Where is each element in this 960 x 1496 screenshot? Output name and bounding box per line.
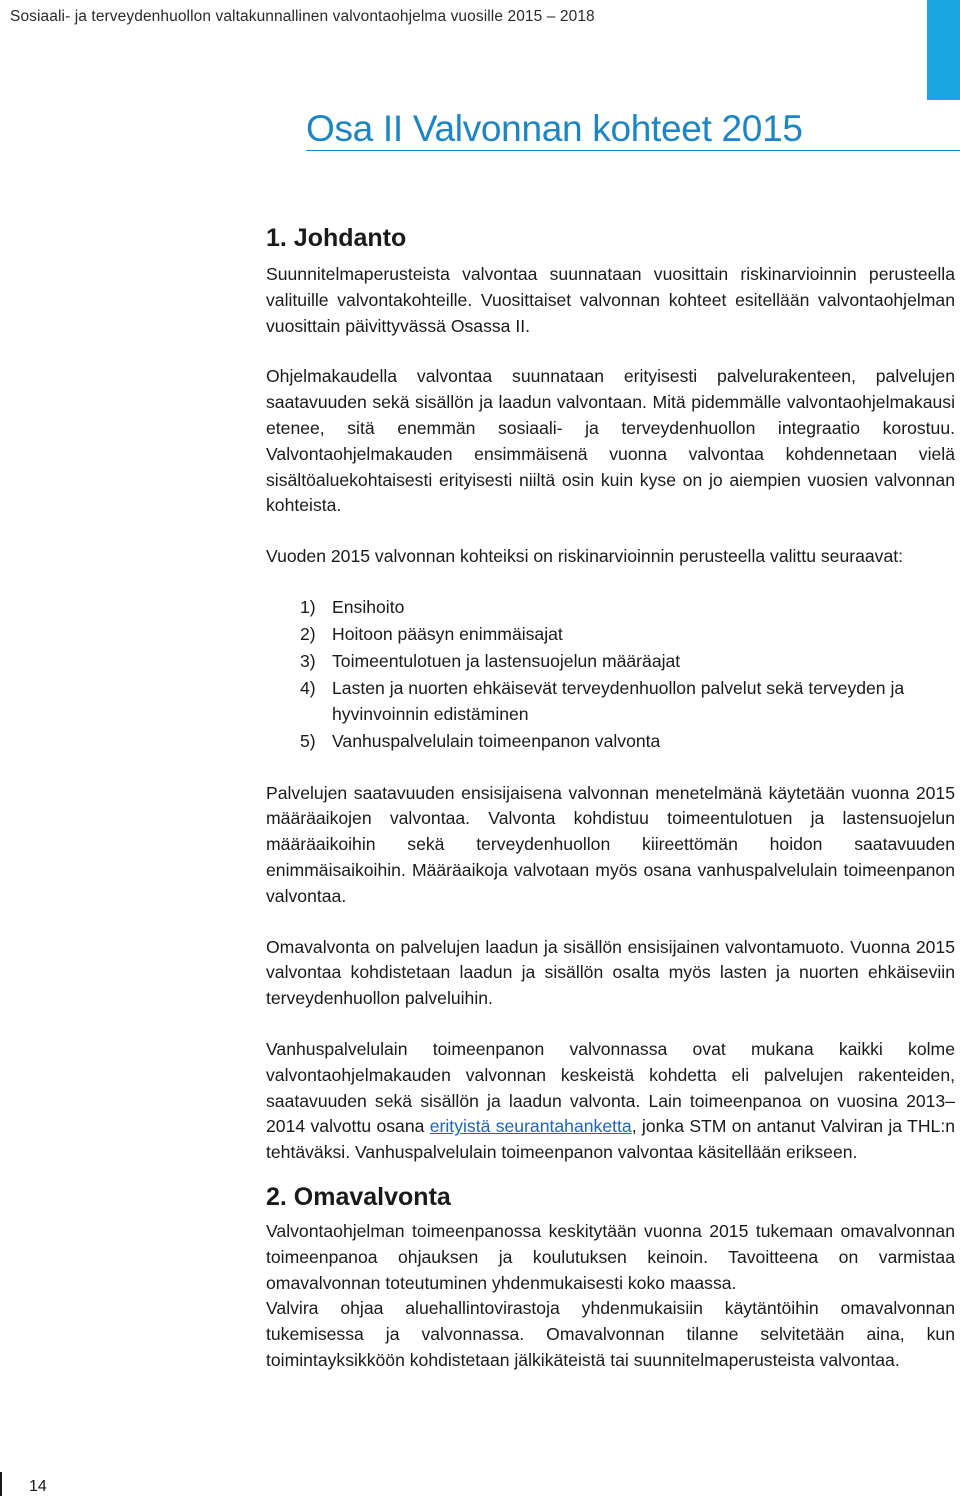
section-heading-omavalvonta: 2. Omavalvonta	[266, 1183, 451, 1212]
list-item: 3) Toimeentulotuen ja lastensuojelun määräajat	[300, 650, 681, 671]
main-content	[266, 220, 955, 1374]
page-number: 14	[29, 1478, 47, 1495]
list-item: 2) Hoitoon pääsyn enimmäisajat	[300, 623, 563, 644]
paragraph: Palvelujen saatavuuden ensisijaisena valvonnan menetelmänä käytetään vuonna 2015 määräaikojen valvontaa. Valvonta kohdistuu toimeentulotuen ja lastensuojelun määräaikoihin sekä terveydenhuollon kiireettömän hoidon saatavuuden enimmäisaikoihin. Määräaikoja valvotaan myös osana vanhuspalvelulain toimeenpanon valvontaa.	[266, 782, 955, 906]
list-item: 5) Vanhuspalvelulain toimeenpanon valvonta	[300, 730, 661, 751]
paragraph: Valvira ohjaa aluehallintovirastoja yhdenmukaisiin käytäntöihin omavalvonnan tukemisessa ja valvonnassa. Omavalvonnan tilanne selvitetään aina, kun toimintayksikköön kohdistetaan jälkikäteistä tai suunnitelmaperusteista valvontaa.	[266, 1298, 955, 1371]
header-accent-block	[927, 0, 960, 100]
list-item: 1) Ensihoito	[300, 596, 405, 617]
list-item: 4) Lasten ja nuorten ehkäisevät terveydenhuollon palvelut sekä terveyden ja hyvinvoinnin edistäminen	[300, 677, 905, 724]
paragraph: Vuoden 2015 valvonnan kohteiksi on riskinarvioinnin perusteella valittu seuraavat:	[266, 546, 904, 567]
paragraph: Vanhuspalvelulain toimeenpanon valvonnassa ovat mukana kaikki kolme valvontaohjelmakauden valvonnan keskeistä kohdetta eli palvelujen rakenteiden, saatavuuden sekä sisällön ja laadun valvonta. Lain toimeenpanoa on vuosina 2013–2014 valvottu osana erityistä seurantahanketta, jonka STM on antanut Valviran ja THL:n tehtäväksi. Vanhuspalvelulain toimeenpanon valvontaa käsitellään erikseen.	[266, 1039, 955, 1163]
paragraph: Omavalvonta on palvelujen laadun ja sisällön ensisijainen valvontamuoto. Vuonna 2015 valvontaa kohdistetaan laadun ja sisällön osalta myös lasten ja nuorten ehkäiseviin terveydenhuollon palveluihin.	[266, 936, 955, 1009]
paragraph: Suunnitelmaperusteista valvontaa suunnataan vuosittain riskinarvioinnin perusteella valituille valvontakohteille. Vuosittaiset valvonnan kohteet esitellään valvontaohjelman vuosittain päivittyvässä Osassa II.	[266, 264, 955, 336]
title-rule	[306, 150, 960, 151]
chapter-title: Osa II Valvonnan kohteet 2015	[306, 108, 803, 149]
paragraph: Ohjelmakaudella valvontaa suunnataan erityisesti palvelurakenteen, palvelujen saatavuuden sekä sisällön ja laadun valvontaan. Mitä pidemmälle valvontaohjelmakausi etenee, sitä enemmän sosiaali- ja terveydenhuollon integraatio korostuu. Valvontaohjelmakauden ensimmäisenä vuonna valvontaa kohdennetaan vielä sisältöaluekohtaisesti erityisesti niiltä osin kuin kyse on jo aiempien vuosien valvonnan kohteista.	[266, 366, 955, 516]
running-header: Sosiaali- ja terveydenhuollon valtakunnallinen valvontaohjelma vuosille 2015 – 2018	[10, 8, 595, 25]
page-number-rule	[0, 1472, 2, 1496]
target-list	[266, 595, 955, 755]
paragraph: Valvontaohjelman toimeenpanossa keskitytään vuonna 2015 tukemaan omavalvonnan toimeenpanoa ohjauksen ja koulutuksen keinoin. Tavoitteena on varmistaa omavalvonnan toteutuminen yhdenmukaisesti koko maassa.	[266, 1221, 955, 1293]
section-heading-johdanto: 1. Johdanto	[266, 224, 407, 252]
seurantahanke-link[interactable]: erityistä seurantahanketta	[429, 1116, 632, 1137]
